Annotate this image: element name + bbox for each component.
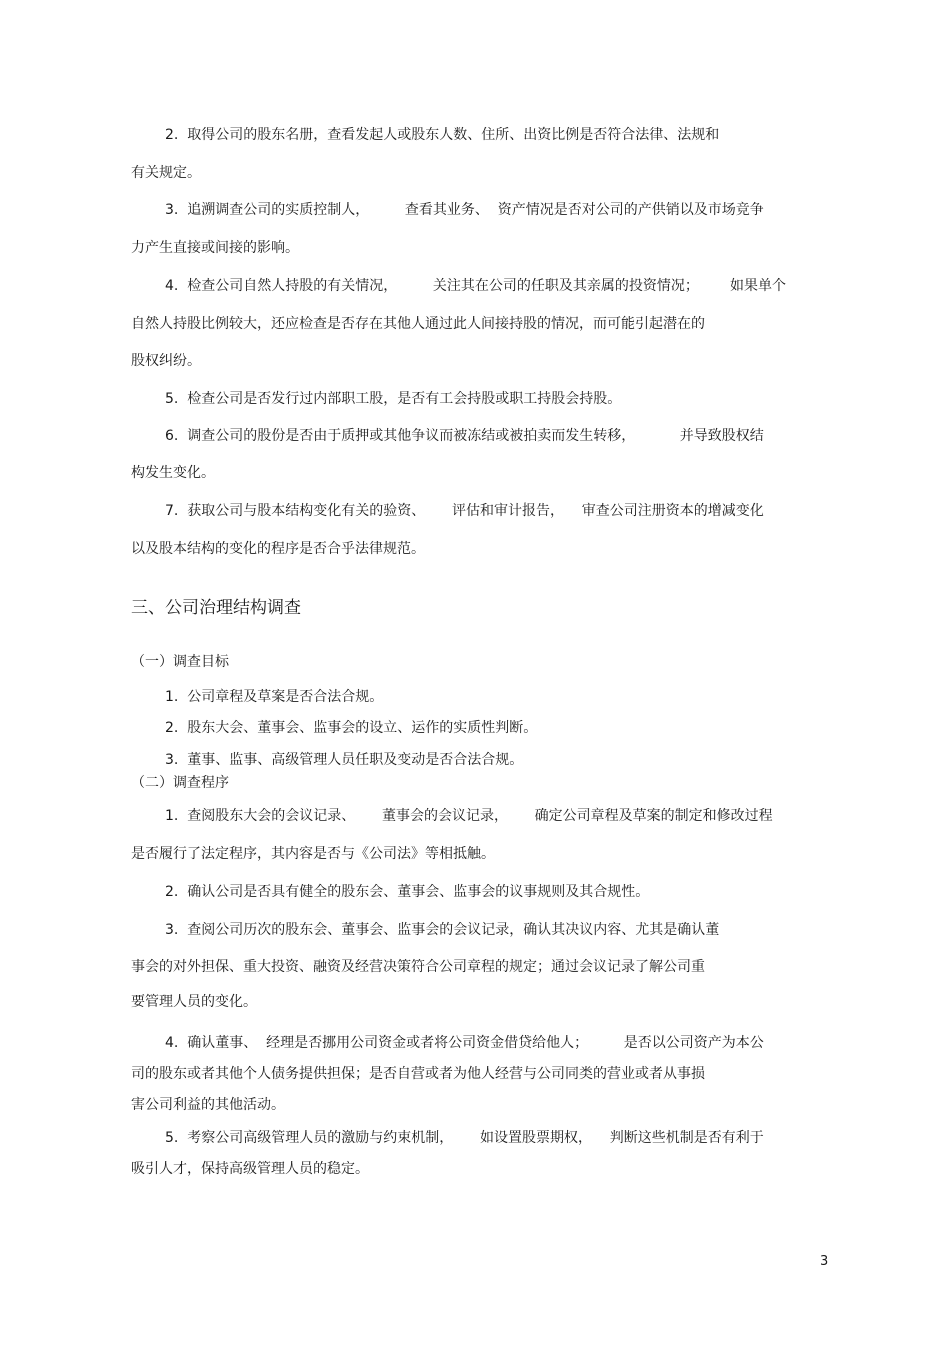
text-line: 3. 董事、监事、高级管理人员任职及变动是否合法合规。: [165, 752, 524, 768]
subsection-heading: （一）调查目标: [131, 654, 229, 670]
text-line: 吸引人才，保持高级管理人员的稳定。: [131, 1161, 369, 1177]
text-line: 害公司利益的其他活动。: [131, 1097, 285, 1113]
text-line: 3. 追溯调查公司的实质控制人， 查看其业务、 资产情况是否对公司的产供销以及市场竞争: [165, 202, 764, 218]
text-line: 5. 检查公司是否发行过内部职工股，是否有工会持股或职工持股会持股。: [165, 391, 622, 407]
text-line: 事会的对外担保、重大投资、融资及经营决策符合公司章程的规定；通过会议记录了解公司重: [131, 959, 705, 975]
text-line: 6. 调查公司的股份是否由于质押或其他争议而被冻结或被拍卖而发生转移， 并导致股权结: [165, 428, 764, 444]
page-number: 3: [820, 1254, 829, 1269]
text-line: 构发生变化。: [131, 465, 215, 481]
text-line: 1. 查阅股东大会的会议记录、 董事会的会议记录， 确定公司章程及草案的制定和修改过程: [165, 808, 773, 824]
text-line: 以及股本结构的变化的程序是否合乎法律规范。: [131, 541, 425, 557]
text-line: 5. 考察公司高级管理人员的激励与约束机制， 如设置股票期权， 判断这些机制是否有利于: [165, 1130, 764, 1146]
subsection-heading: （二）调查程序: [131, 775, 229, 791]
text-line: 2. 股东大会、董事会、监事会的设立、运作的实质性判断。: [165, 720, 538, 736]
text-line: 2. 确认公司是否具有健全的股东会、董事会、监事会的议事规则及其合规性。: [165, 884, 650, 900]
section-heading: 三、公司治理结构调查: [131, 598, 301, 618]
text-line: 2. 取得公司的股东名册，查看发起人或股东人数、住所、出资比例是否符合法律、法规和: [165, 127, 720, 143]
text-line: 7. 获取公司与股本结构变化有关的验资、 评估和审计报告， 审查公司注册资本的增减变化: [165, 503, 764, 519]
text-line: 自然人持股比例较大，还应检查是否存在其他人通过此人间接持股的情况，而可能引起潜在的: [131, 316, 705, 332]
text-line: 有关规定。: [131, 165, 201, 181]
text-line: 司的股东或者其他个人债务提供担保；是否自营或者为他人经营与公司同类的营业或者从事损: [131, 1066, 705, 1082]
text-line: 股权纠纷。: [131, 353, 201, 369]
text-line: 1. 公司章程及草案是否合法合规。: [165, 689, 384, 705]
text-line: 力产生直接或间接的影响。: [131, 240, 299, 256]
text-line: 要管理人员的变化。: [131, 994, 257, 1010]
text-line: 是否履行了法定程序，其内容是否与《公司法》等相抵触。: [131, 846, 495, 862]
text-line: 3. 查阅公司历次的股东会、董事会、监事会的会议记录，确认其决议内容、尤其是确认董: [165, 922, 720, 938]
text-line: 4. 检查公司自然人持股的有关情况， 关注其在公司的任职及其亲属的投资情况； 如果单个: [165, 278, 787, 294]
text-line: 4. 确认董事、 经理是否挪用公司资金或者将公司资金借贷给他人； 是否以公司资产为本公: [165, 1035, 764, 1051]
